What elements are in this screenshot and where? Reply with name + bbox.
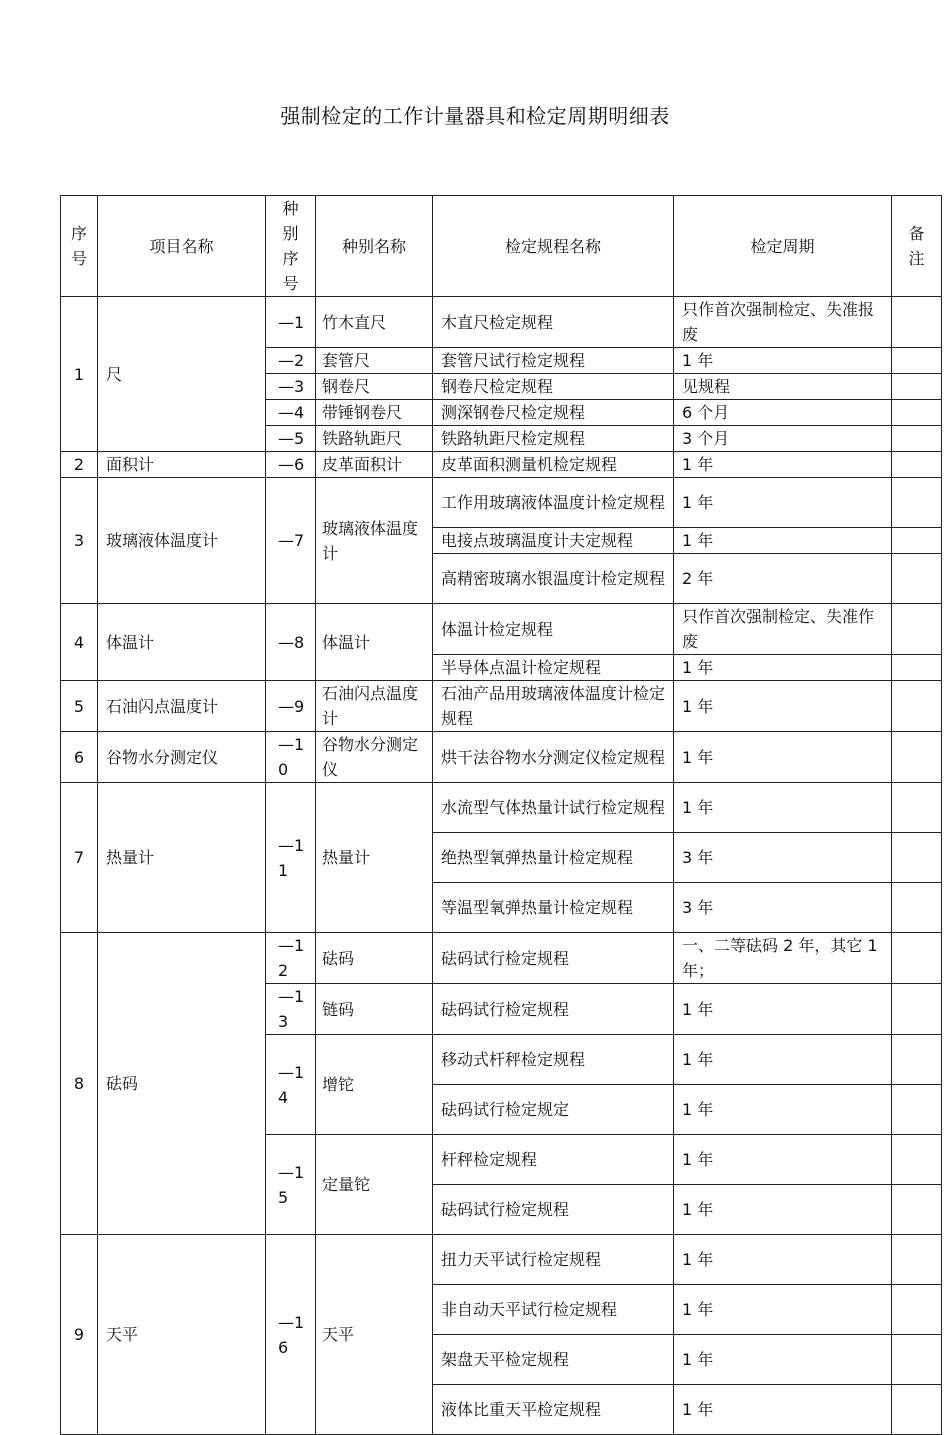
sub-name-cell: 谷物水分测定仪 (316, 732, 433, 783)
period-cell: 1 年 (674, 452, 892, 478)
header-note: 备注 (892, 196, 942, 297)
period-cell: 只作首次强制检定、失准作废 (674, 604, 892, 655)
item-name-cell: 谷物水分测定仪 (98, 732, 266, 783)
regulation-cell: 等温型氧弹热量计检定规程 (433, 883, 674, 933)
period-cell: 只作首次强制检定、失准报废 (674, 297, 892, 348)
sub-number-cell: —6 (266, 452, 316, 478)
regulation-cell: 砝码试行检定规定 (433, 1085, 674, 1135)
regulation-cell: 石油产品用玻璃液体温度计检定规程 (433, 681, 674, 732)
note-cell (892, 883, 942, 933)
period-cell: 1 年 (674, 528, 892, 554)
table-row (61, 933, 942, 984)
period-cell: 1 年 (674, 1185, 892, 1235)
sub-number-cell: —10 (266, 732, 316, 783)
period-cell: 1 年 (674, 478, 892, 528)
note-cell (892, 1385, 942, 1435)
period-cell: 3 个月 (674, 426, 892, 452)
sub-name-cell: 热量计 (316, 783, 433, 933)
sub-name-cell: 铁路轨距尺 (316, 426, 433, 452)
seq-cell: 1 (61, 297, 98, 452)
sub-name-cell: 带锤钢卷尺 (316, 400, 433, 426)
sub-name-cell: 钢卷尺 (316, 374, 433, 400)
regulation-cell: 体温计检定规程 (433, 604, 674, 655)
table-row (61, 681, 942, 732)
regulation-cell: 电接点玻璃温度计夫定规程 (433, 528, 674, 554)
sub-name-cell: 砝码 (316, 933, 433, 984)
table-row (61, 452, 942, 478)
period-cell: 1 年 (674, 984, 892, 1035)
regulation-cell: 皮革面积测量机检定规程 (433, 452, 674, 478)
note-cell (892, 1035, 942, 1085)
table-row (61, 1235, 942, 1285)
period-cell: 1 年 (674, 1335, 892, 1385)
note-cell (892, 732, 942, 783)
period-cell: 1 年 (674, 1385, 892, 1435)
sub-number-cell: —13 (266, 984, 316, 1035)
regulation-cell: 砝码试行检定规程 (433, 1185, 674, 1235)
seq-cell: 6 (61, 732, 98, 783)
period-cell: 1 年 (674, 1285, 892, 1335)
seq-cell: 8 (61, 933, 98, 1235)
seq-cell: 7 (61, 783, 98, 933)
seq-cell: 5 (61, 681, 98, 732)
sub-number-cell: —8 (266, 604, 316, 681)
item-name-cell: 砝码 (98, 933, 266, 1235)
regulation-cell: 扭力天平试行检定规程 (433, 1235, 674, 1285)
sub-name-cell: 石油闪点温度计 (316, 681, 433, 732)
note-cell (892, 1185, 942, 1235)
table-row (61, 297, 942, 348)
period-cell: 见规程 (674, 374, 892, 400)
period-cell: 一、二等砝码 2 年，其它 1 年； (674, 933, 892, 984)
note-cell (892, 348, 942, 374)
header-subno: 种别序号 (266, 196, 316, 297)
header-reg: 检定规程名称 (433, 196, 674, 297)
item-name-cell: 石油闪点温度计 (98, 681, 266, 732)
seq-cell: 4 (61, 604, 98, 681)
period-cell: 3 年 (674, 883, 892, 933)
note-cell (892, 984, 942, 1035)
regulation-cell: 砝码试行检定规程 (433, 984, 674, 1035)
note-cell (892, 933, 942, 984)
header-item: 项目名称 (98, 196, 266, 297)
regulation-cell: 移动式杆秤检定规程 (433, 1035, 674, 1085)
sub-name-cell: 竹木直尺 (316, 297, 433, 348)
note-cell (892, 374, 942, 400)
sub-name-cell: 玻璃液体温度计 (316, 478, 433, 604)
regulation-cell: 液体比重天平检定规程 (433, 1385, 674, 1435)
note-cell (892, 604, 942, 655)
calibration-table (60, 195, 942, 1435)
regulation-cell: 木直尺检定规程 (433, 297, 674, 348)
seq-cell: 2 (61, 452, 98, 478)
period-cell: 1 年 (674, 1085, 892, 1135)
sub-name-cell: 体温计 (316, 604, 433, 681)
period-cell: 1 年 (674, 655, 892, 681)
regulation-cell: 高精密玻璃水银温度计检定规程 (433, 554, 674, 604)
sub-number-cell: —1 (266, 297, 316, 348)
sub-number-cell: —5 (266, 426, 316, 452)
sub-number-cell: —3 (266, 374, 316, 400)
period-cell: 1 年 (674, 1135, 892, 1185)
sub-number-cell: —2 (266, 348, 316, 374)
note-cell (892, 681, 942, 732)
period-cell: 2 年 (674, 554, 892, 604)
table-row (61, 478, 942, 528)
regulation-cell: 铁路轨距尺检定规程 (433, 426, 674, 452)
note-cell (892, 1085, 942, 1135)
sub-name-cell: 皮革面积计 (316, 452, 433, 478)
item-name-cell: 天平 (98, 1235, 266, 1435)
item-name-cell: 玻璃液体温度计 (98, 478, 266, 604)
regulation-cell: 绝热型氧弹热量计检定规程 (433, 833, 674, 883)
period-cell: 1 年 (674, 783, 892, 833)
regulation-cell: 套管尺试行检定规程 (433, 348, 674, 374)
sub-number-cell: —7 (266, 478, 316, 604)
sub-number-cell: —12 (266, 933, 316, 984)
table-row (61, 604, 942, 655)
regulation-cell: 钢卷尺检定规程 (433, 374, 674, 400)
item-name-cell: 热量计 (98, 783, 266, 933)
item-name-cell: 体温计 (98, 604, 266, 681)
seq-cell: 9 (61, 1235, 98, 1435)
table-row (61, 783, 942, 833)
seq-cell: 3 (61, 478, 98, 604)
sub-number-cell: —16 (266, 1235, 316, 1435)
period-cell: 1 年 (674, 348, 892, 374)
note-cell (892, 1285, 942, 1335)
note-cell (892, 400, 942, 426)
note-cell (892, 1335, 942, 1385)
header-seq: 序号 (61, 196, 98, 297)
period-cell: 1 年 (674, 732, 892, 783)
note-cell (892, 528, 942, 554)
header-subname: 种别名称 (316, 196, 433, 297)
note-cell (892, 426, 942, 452)
sub-number-cell: —14 (266, 1035, 316, 1135)
regulation-cell: 半导体点温计检定规程 (433, 655, 674, 681)
period-cell: 3 年 (674, 833, 892, 883)
note-cell (892, 783, 942, 833)
note-cell (892, 833, 942, 883)
note-cell (892, 478, 942, 528)
note-cell (892, 452, 942, 478)
regulation-cell: 架盘天平检定规程 (433, 1335, 674, 1385)
sub-name-cell: 天平 (316, 1235, 433, 1435)
note-cell (892, 1235, 942, 1285)
sub-number-cell: —9 (266, 681, 316, 732)
sub-name-cell: 定量铊 (316, 1135, 433, 1235)
page-title: 强制检定的工作计量器具和检定周期明细表 (280, 104, 670, 128)
period-cell: 1 年 (674, 1035, 892, 1085)
note-cell (892, 297, 942, 348)
note-cell (892, 655, 942, 681)
table-body (61, 297, 942, 1435)
regulation-cell: 水流型气体热量计试行检定规程 (433, 783, 674, 833)
period-cell: 1 年 (674, 681, 892, 732)
regulation-cell: 砝码试行检定规程 (433, 933, 674, 984)
regulation-cell: 工作用玻璃液体温度计检定规程 (433, 478, 674, 528)
period-cell: 6 个月 (674, 400, 892, 426)
sub-number-cell: —15 (266, 1135, 316, 1235)
regulation-cell: 非自动天平试行检定规程 (433, 1285, 674, 1335)
item-name-cell: 尺 (98, 297, 266, 452)
sub-name-cell: 链码 (316, 984, 433, 1035)
note-cell (892, 554, 942, 604)
regulation-cell: 测深钢卷尺检定规程 (433, 400, 674, 426)
regulation-cell: 烘干法谷物水分测定仪检定规程 (433, 732, 674, 783)
header-period: 检定周期 (674, 196, 892, 297)
regulation-cell: 杆秤检定规程 (433, 1135, 674, 1185)
header-row (61, 196, 942, 297)
table-row (61, 732, 942, 783)
sub-name-cell: 套管尺 (316, 348, 433, 374)
item-name-cell: 面积计 (98, 452, 266, 478)
sub-name-cell: 增铊 (316, 1035, 433, 1135)
sub-number-cell: —4 (266, 400, 316, 426)
period-cell: 1 年 (674, 1235, 892, 1285)
note-cell (892, 1135, 942, 1185)
sub-number-cell: —11 (266, 783, 316, 933)
